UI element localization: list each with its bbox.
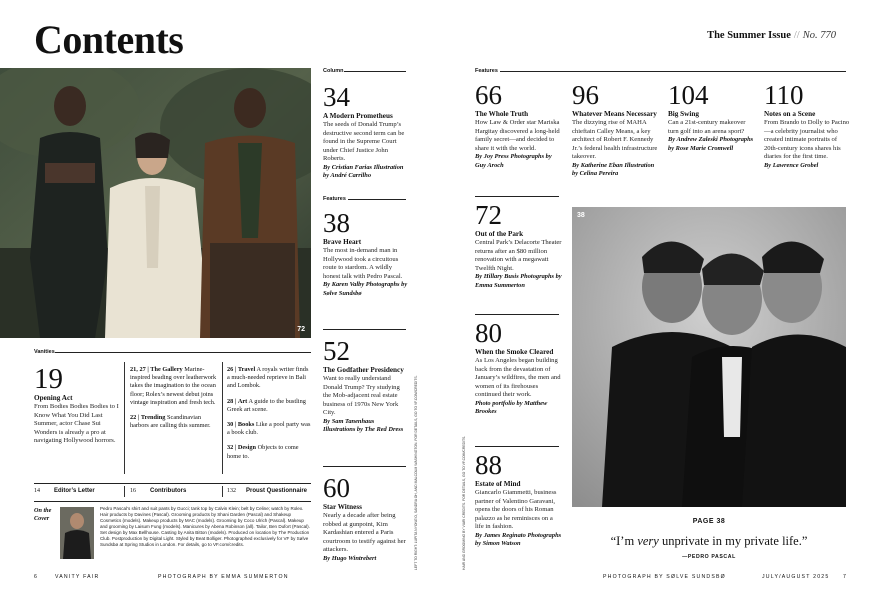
footer-right-page-number: 7 xyxy=(843,574,848,580)
feature-88[interactable] xyxy=(475,452,563,549)
vanities-item[interactable]: 22 | Trending Scandinavian harbors are calling this summer. xyxy=(130,414,211,430)
feature-38[interactable] xyxy=(323,210,408,298)
vanities-item[interactable]: 26 | Travel A royals writer finds a much-needed reprieve in Bali and Lombok. xyxy=(227,366,309,390)
feature-dek: How Law & Order star Mariska Hargitay discovered a long-held family secret—and decided to share it with the world. xyxy=(475,119,560,152)
issue-label: The Summer Issue // No. 770 xyxy=(707,30,836,41)
feature-page-number: 104 xyxy=(668,80,709,110)
feature-credit: By Karen Valby Photographs by Sølve Sundsbø xyxy=(323,281,408,297)
feature-page-number: 88 xyxy=(475,450,502,480)
on-cover-credits: Pedro Pascal’s shirt and suit pants by Gucci; tank top by Calvin Klein; belt by Celine; watch by Rolex. Hair products by Davines (Pascal). Grooming products by Shani Darden (Pascal) and Shakeup Cosmetics (models). Makeup products by MAC (models). Grooming by Coco Ulrich (Pascal). Makeup and grooming by Laisum Fung (models). Manicures by Abena Robinson (all). Tailor, Ben Dufort (Pascal). Set design by Max Bellhouse. Casting by Anita Bitton (models). Produced on location by The Production Club. Postproduction by Digital Light. Styled by Beat Bolliger. Photographed exclusively for VF by Sølve Sundsbø at Spring Studios in London. For details, go to VF.com/credits. xyxy=(100,506,310,548)
vanities-lead xyxy=(34,363,119,446)
feature-credit: By Joy Press Photographs by Guy Aroch xyxy=(475,153,552,169)
item-page: 28 xyxy=(227,397,234,405)
feature-credit: By Hillary Busis Photographs by Emma Summerton xyxy=(475,273,562,289)
column-label: Column xyxy=(323,68,344,74)
features-label-right: Features xyxy=(475,68,498,74)
pascal-photo-art xyxy=(572,207,846,507)
footer-date: JULY/AUGUST 2025 xyxy=(762,574,830,580)
feature-page-number: 96 xyxy=(572,80,599,110)
feature-credit: By Sam Tanenhaus Illustrations by The Red Dress xyxy=(323,417,404,434)
feature-headline: Star Witness xyxy=(323,503,362,511)
misc-page: 14 xyxy=(34,488,40,494)
column-entry[interactable] xyxy=(323,84,408,181)
column-dek: The seeds of Donald Trump’s destructive second term can be found in the Supreme Court under Chief Justice John Roberts. xyxy=(323,121,405,163)
issue-number: No. 770 xyxy=(802,30,836,41)
quote-part: “I’m xyxy=(610,534,638,548)
feature-credit: By James Reginato Photographs by Simon Watson xyxy=(475,531,562,548)
misc-page: 132 xyxy=(227,488,236,494)
feature-headline: Estate of Mind xyxy=(475,480,521,488)
pull-quote-attribution: —PEDRO PASCAL xyxy=(682,554,736,560)
feature-110[interactable] xyxy=(764,82,852,170)
vanities-label: Vanities xyxy=(34,349,55,355)
feature-headline: Whatever Means Necessary xyxy=(572,110,657,118)
misc-label: Contributors xyxy=(150,488,187,494)
right-vertical-credit: HAIR AND GROOMING BY VIARI CREDITS. FOR DETAILS, GO TO VF.COM/CREDITS. xyxy=(462,435,466,570)
feature-60[interactable] xyxy=(323,475,408,563)
feature-credit: By Katherine Eban Illustration by Celina Pereira xyxy=(572,161,655,178)
pull-quote-page: PAGE 38 xyxy=(692,518,726,525)
item-text: Scandinavian harbors are calling this summer. xyxy=(130,414,211,430)
feature-headline: Brave Heart xyxy=(323,238,362,246)
item-page: 21, 27 xyxy=(130,366,146,373)
feature-headline: Notes on a Scene xyxy=(764,110,816,118)
pascal-photo-page-number: 38 xyxy=(577,212,585,219)
feature-page-number: 66 xyxy=(475,80,502,110)
misc-page: 16 xyxy=(130,488,136,494)
vanities-item[interactable]: 32 | Design Objects to come home to. xyxy=(227,444,299,460)
feature-page-number: 80 xyxy=(475,318,502,348)
feature-80[interactable] xyxy=(475,320,563,417)
feature-page-number: 60 xyxy=(323,473,350,503)
misc-label: Proust Questionnaire xyxy=(246,488,308,494)
feature-52[interactable] xyxy=(323,338,408,435)
feature-page-number: 72 xyxy=(475,200,502,230)
group-photo xyxy=(0,68,311,338)
page-title: Contents xyxy=(34,17,184,62)
item-section: Art xyxy=(237,397,248,405)
footer-left-photo-credit: PHOTOGRAPH BY EMMA SUMMERTON xyxy=(158,574,289,580)
feature-credit: By Lawrence Grobel xyxy=(764,161,819,169)
item-text: A guide to the bustling Greek art scene. xyxy=(227,397,306,413)
misc-label: Editor’s Letter xyxy=(54,488,95,494)
misc-proust[interactable] xyxy=(227,488,307,494)
feature-headline: When the Smoke Cleared xyxy=(475,348,554,356)
feature-dek: Want to really understand Donald Trump? Try studying the Mob-adjacent real estate business of 1970s New York City. xyxy=(323,375,400,417)
vanities-column-b xyxy=(227,366,311,461)
left-vertical-credit: LEFT TO RIGHT: LUPITA NYONG’O, SANDRA OH, AND MALCOLM WASHINGTON. FOR DETAILS, GO TO VF.COM/CREDITS. xyxy=(414,375,418,570)
misc-contributors[interactable] xyxy=(130,488,186,494)
feature-headline: The Whole Truth xyxy=(475,110,529,118)
cover-thumbnail-art xyxy=(60,507,94,559)
feature-66[interactable] xyxy=(475,82,563,170)
item-text: Objects to come home to. xyxy=(227,444,299,460)
item-section: Design xyxy=(237,444,257,452)
feature-page-number: 110 xyxy=(764,80,804,110)
vanities-item[interactable]: 30 | Books Like a pool party was a book club. xyxy=(227,421,311,437)
item-page: 26 xyxy=(227,366,234,373)
feature-headline: Out of the Park xyxy=(475,230,524,238)
feature-96[interactable] xyxy=(572,82,660,179)
feature-headline: Big Swing xyxy=(668,110,699,118)
vanities-item[interactable]: 28 | Art A guide to the bustling Greek art scene. xyxy=(227,397,306,413)
item-page: 32 xyxy=(227,444,234,452)
pascal-photo xyxy=(572,207,846,507)
quote-part: unprivate in my private life.” xyxy=(658,534,808,548)
item-page: 22 xyxy=(130,414,137,422)
feature-credit: By Andrew Zaleski Photographs by Rose Marie Cromwell xyxy=(668,136,754,152)
misc-editors-letter[interactable] xyxy=(34,488,95,494)
feature-page-number: 52 xyxy=(323,336,350,366)
vanities-item[interactable]: 21, 27 | The Gallery Marine-inspired beading over leatherwork takes the imagination to the ocean floor; Rolex’s newest debut joins vintage inspiration and fresh tech. xyxy=(130,366,217,406)
feature-dek: Can a 21st-century makeover turn golf into an arena sport? xyxy=(668,119,746,135)
vanities-column-a xyxy=(130,366,220,430)
vanities-dek: From Bodies Bodies Bodies to I Know What You Did Last Summer, actor Chase Sui Wonders is already a pro at navigating Hollywood horrors. xyxy=(34,403,119,445)
item-section: Books xyxy=(237,421,255,429)
item-section: Travel xyxy=(237,366,256,373)
item-text: Marine-inspired beading over leatherwork takes the imagination to the ocean floor; Rolex’s newest debut joins vintage inspiration and fresh tech. xyxy=(130,366,217,406)
group-photo-art xyxy=(0,68,311,338)
vanities-headline: Opening Act xyxy=(34,394,73,402)
footer-right-photo-credit: PHOTOGRAPH BY SØLVE SUNDSBØ xyxy=(603,574,726,580)
item-text: Like a pool party was a book club. xyxy=(227,421,311,437)
feature-dek: The dizzying rise of MAHA chieftain Calley Means, a key architect of Robert F. Kennedy Jr.’s federal health infrastructure takeover. xyxy=(572,119,658,161)
feature-dek: Central Park’s Delacorte Theater returns after an $80 million renovation with a megawatt Twelfth Night. xyxy=(475,239,562,272)
feature-dek: As Los Angeles began building back from the devastation of January’s wildfires, the men and women of its firehouses continued their work. xyxy=(475,357,561,399)
vanities-page-number: 19 xyxy=(34,363,63,395)
cover-thumbnail[interactable] xyxy=(60,507,94,559)
group-photo-page-number: 72 xyxy=(297,326,305,333)
column-page-number: 34 xyxy=(323,82,350,112)
feature-page-number: 38 xyxy=(323,208,350,238)
feature-dek: From Brando to Dolly to Pacino—a celebrity journalist who created intimate portraits of 20th-century icons shares his diaries for the first time. xyxy=(764,119,850,161)
quote-emphasis: very xyxy=(637,534,659,548)
footer-left-page-number: 6 xyxy=(34,574,39,580)
feature-credit: Photo portfolio by Matthew Brookes xyxy=(475,399,548,416)
column-credit: By Cristian Farias Illustration by André Carrilho xyxy=(323,163,404,180)
feature-72[interactable] xyxy=(475,202,563,290)
item-section: The Gallery xyxy=(150,366,183,373)
on-cover-label: On the Cover xyxy=(34,507,52,522)
feature-dek: Giancarlo Giammetti, business partner of Valentino Garavani, opens the doors of his Roman palazzo as he reminisces on a life in fashion. xyxy=(475,489,557,531)
column-headline: A Modern Prometheus xyxy=(323,112,393,120)
feature-dek: The most in-demand man in Hollywood took a circuitous route to stardom. A wildly honest talk with Pedro Pascal. xyxy=(323,247,403,280)
issue-name: The Summer Issue xyxy=(707,30,791,41)
item-section: Trending xyxy=(140,414,166,422)
feature-headline: The Godfather Presidency xyxy=(323,366,404,374)
item-text: A royals writer finds a much-needed reprieve in Bali and Lombok. xyxy=(227,366,309,390)
feature-dek: Nearly a decade after being robbed at gunpoint, Kim Kardashian entered a Paris courtroom to testify against her attackers. xyxy=(323,512,406,554)
pull-quote xyxy=(572,534,846,549)
feature-104[interactable] xyxy=(668,82,756,153)
item-page: 30 xyxy=(227,421,234,429)
features-label-left: Features xyxy=(323,196,346,202)
footer-brand: VANITY FAIR xyxy=(55,574,100,580)
feature-credit: By Hugo Wintrebert xyxy=(323,554,377,562)
